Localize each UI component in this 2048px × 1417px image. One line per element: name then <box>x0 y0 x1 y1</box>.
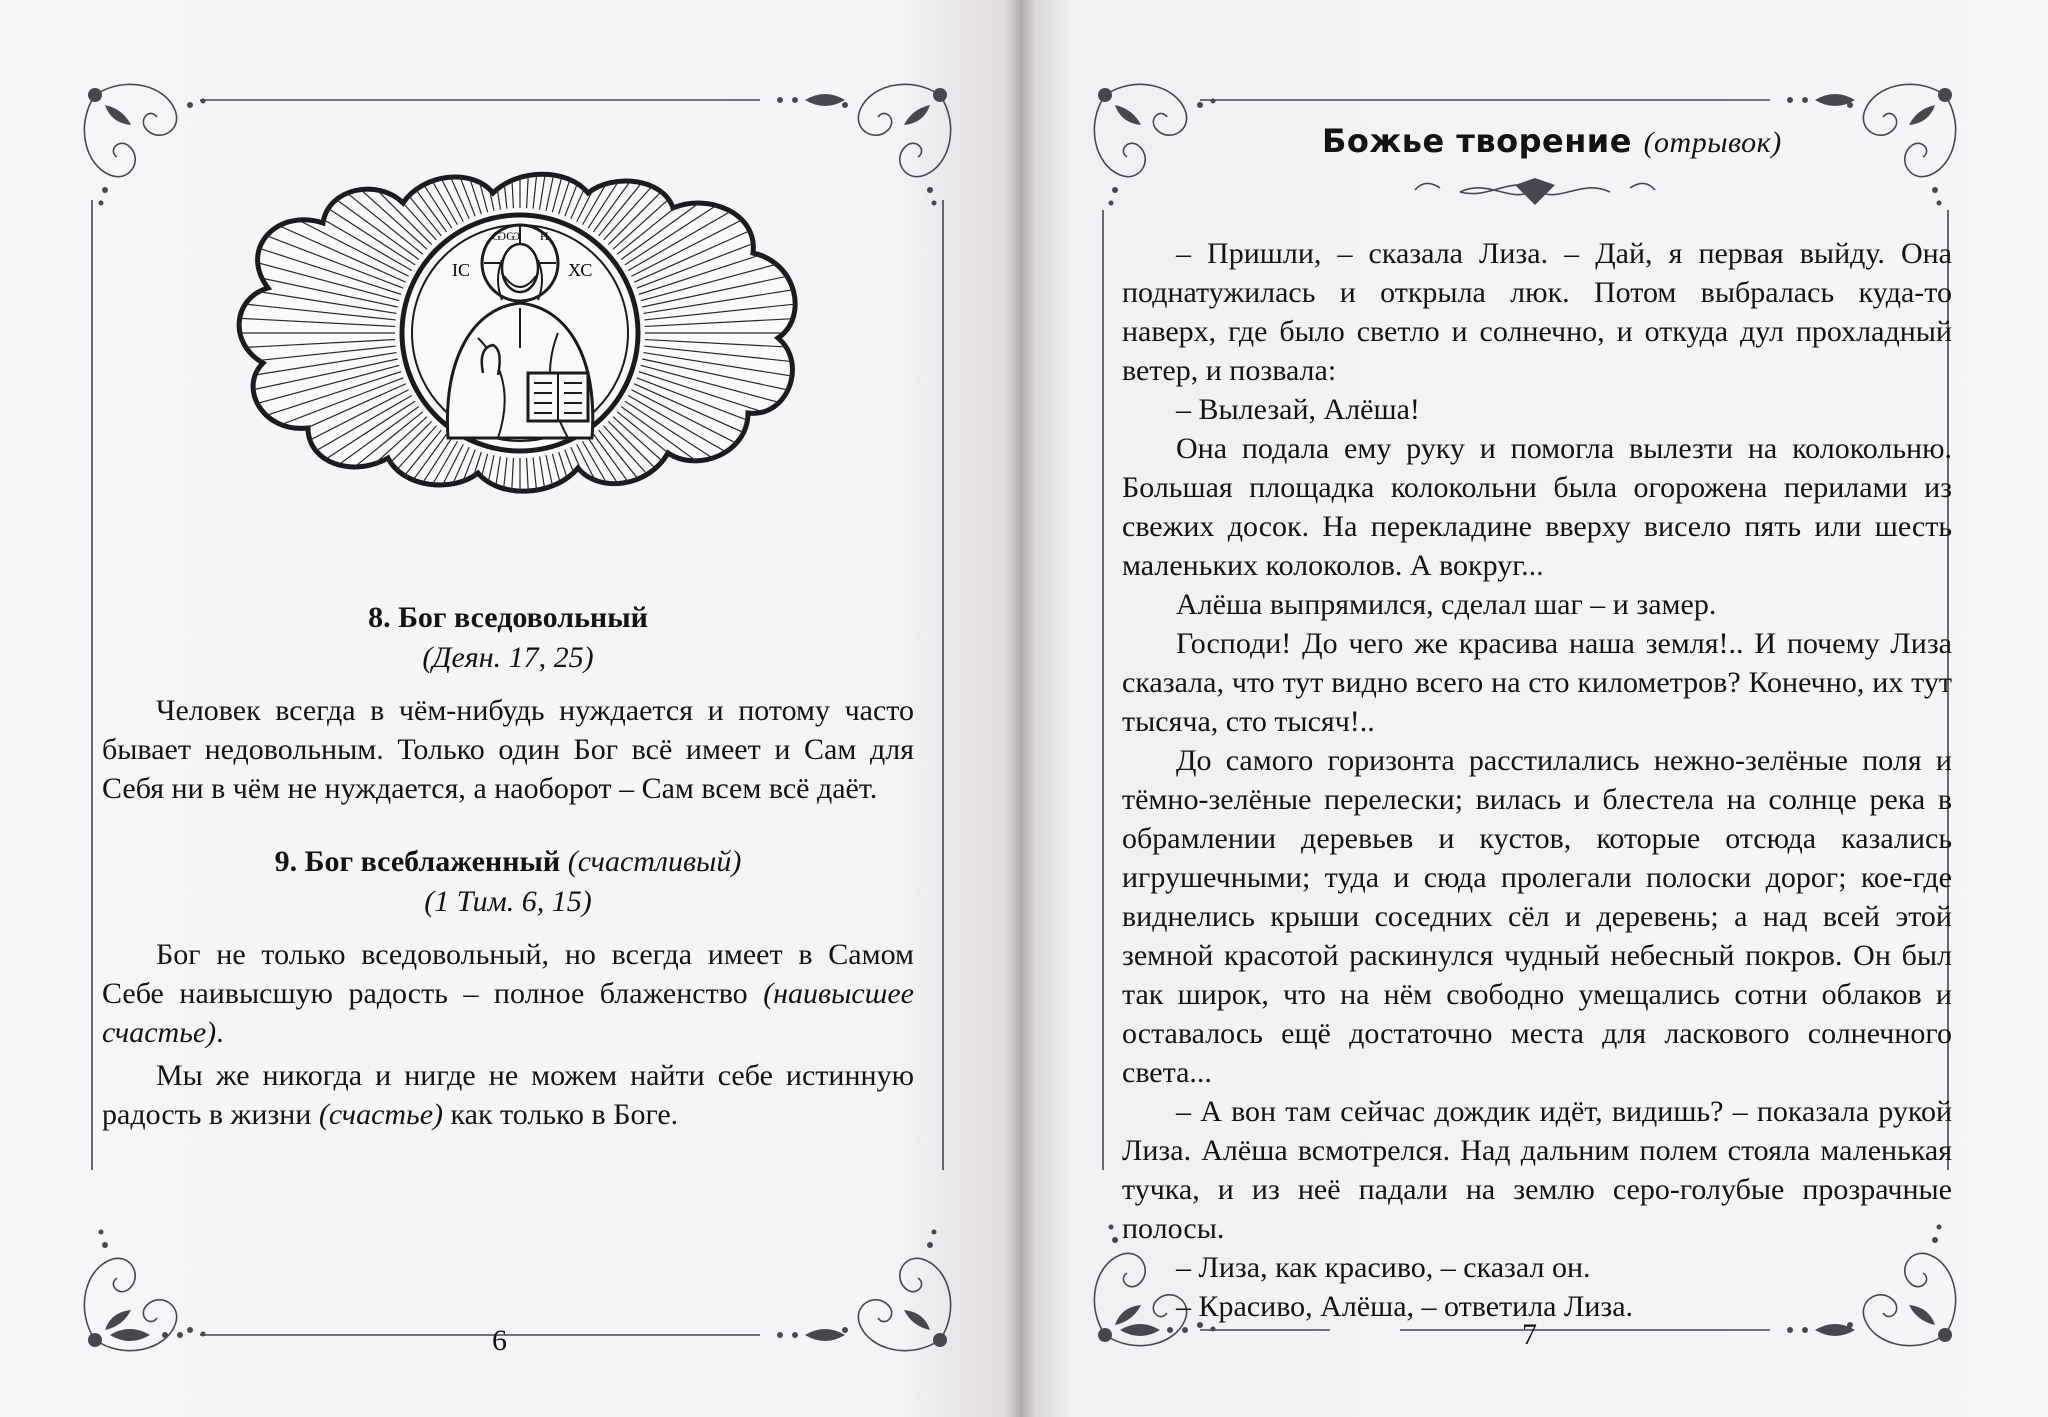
left-page-number: 6 <box>492 1324 507 1357</box>
title-flourish-icon <box>1415 178 1655 205</box>
section-9-paragraph-2: Мы же никогда и нигде не можем найти себе истинную радость в жизни (счастье) как только в Боге. <box>102 1059 914 1131</box>
story-paragraph-4: Алёша выпрямился, сделал шаг – и замер. <box>1176 588 1717 621</box>
icon-letters-xc: ХС <box>568 260 593 280</box>
story-paragraph-5: Господи! До чего же красива наша земля!.. И почему Лиза сказала, что тут видно всего на сто километров? Конечно, их тут тысяча, сто тысяч!.. <box>1122 627 1952 738</box>
story-paragraph-7: – А вон там сейчас дождик идёт, видишь? – показала рукой Лиза. Алёша всмотрелся. Над дальним полем стояла маленькая тучка, и из неё падали на землю серо-голубые прозрачные полосы. <box>1122 1095 1952 1245</box>
story-paragraph-8: – Лиза, как красиво, – сказал он. <box>1176 1251 1591 1284</box>
story-paragraph-1: – Пришли, – сказала Лиза. – Дай, я первая выйду. Она поднатужилась и открыла люк. Потом выбралась куда-то наверх, где было светло и солнечно, и откуда дул прохладный ветер, и позвала: <box>1122 237 1952 387</box>
section-8-reference: (Деян. 17, 25) <box>422 641 594 674</box>
story-paragraph-6: До самого горизонта расстилались нежно-зелёные поля и тёмно-зелёные перелески; вилась и блестела на солнце река в обрамлении деревьев и кустов, которые отсюда казались игрушечными; туда и сюда пролегали полоски дорог; кое-где виднелись крыши соседних сёл и деревень; а над всей этой земной красотой раскинулся чудный небесный покров. Он был так широк, что на нём свободно умещались сотни облаков и оставалось ещё достаточно места для ласкового солнечного света... <box>1122 744 1952 1089</box>
right-page-text <box>1122 234 1952 1326</box>
story-paragraph-3: Она подала ему руку и помогла вылезти на колокольню. Большая площадка колокольни была огорожена перилами из свежих досок. На перекладине вверху висело пять или шесть маленьких колоколов. А вокруг... <box>1122 432 1952 582</box>
section-9-heading: 9. Бог всеблаженный (счастливый) <box>274 845 742 878</box>
story-paragraph-9: – Красиво, Алёша, – ответила Лиза. <box>1176 1290 1634 1323</box>
icon-letters-omega: ѠѠ <box>492 229 521 243</box>
section-9-reference: (1 Тим. 6, 15) <box>424 885 592 918</box>
icon-letters-n: Н <box>540 229 549 243</box>
section-8-heading: 8. Бог вседовольный <box>368 601 648 634</box>
icon-letters-ic: ІС <box>452 260 470 280</box>
left-page-text <box>102 598 914 1134</box>
story-paragraph-2: – Вылезай, Алёша! <box>1176 393 1420 426</box>
section-9-paragraph-1: Бог не только вседовольный, но всегда имеет в Самом Себе наивысшую радость – полное блаженство (наивысшее счастье). <box>102 938 914 1049</box>
right-page-number: 7 <box>1522 1318 1537 1351</box>
right-page-title: Божье творение (отрывок) <box>1322 122 1782 160</box>
section-8-paragraph: Человек всегда в чём-нибудь нуждается и потому часто бывает недовольным. Только один Бог всё имеет и Сам для Себя ни в чём не нуждается, а наоборот – Сам всем всё даёт. <box>102 694 914 805</box>
christ-pantocrator-icon <box>228 168 812 498</box>
